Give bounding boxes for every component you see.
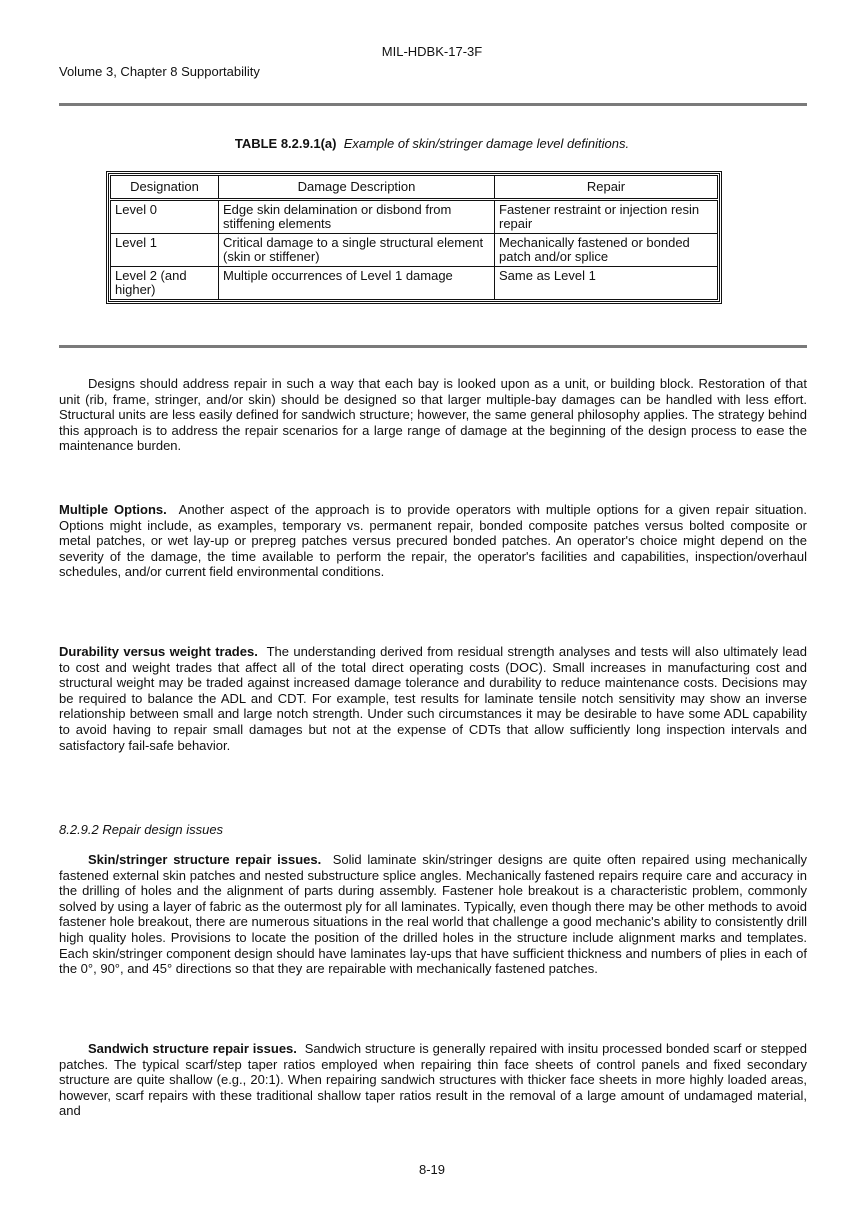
table-caption: Example of skin/stringer damage level definitions. <box>343 136 630 151</box>
top-divider <box>59 103 807 106</box>
table-row <box>111 200 718 234</box>
table-label: TABLE 8.2.9.1(a) <box>234 136 337 151</box>
page-number: 8-19 <box>418 1162 446 1177</box>
table-cell: Critical damage to a single structural element (skin or stiffener) <box>219 234 495 267</box>
table-title <box>0 136 864 151</box>
paragraph-text: The understanding derived from residual strength analyses and tests will also ultimately lead to cost and weight trades that affect all of the total direct operating costs (DOC). Small increases in manufacturing cost and structural weight may be traded against increased damage tolerance and durability to reduce maintenance costs. Decisions may be required to balance the ADL and CDT. For example, test results for laminate tensile notch sensitivity may show an inverse relationship between small and large notch strength. Under such circumstances it may be desirable to have some ADL capability to avoid having to repair small damages but not at the expense of CDTs that allow sufficiently long inspection intervals and satisfactory fail-safe behavior. <box>59 644 807 753</box>
paragraph-lead: Durability versus weight trades. <box>59 644 258 659</box>
paragraph-lead: Skin/stringer structure repair issues. <box>88 852 322 867</box>
table-cell: Mechanically fastened or bonded patch and/or splice <box>495 234 718 267</box>
paragraph-text: Solid laminate skin/stringer designs are quite often repaired using mechanically fastened external skin patches and nested substructure splice angles. Mechanically fastened repairs require care and accuracy in the drilling of holes and the alignment of parts during assembly. Fastener hole breakout is a characteristic problem, commonly solved by using a layer of fabric as the outermost ply for all laminates. Typically, even though there may be other methods to avoid fastener hole breakout, there are numerous situations in the real world that challenge a good mechanic's ability to consistently drill high quality holes. Provisions to locate the position of the drilled holes in the structure include alignment marks and templates. Each skin/stringer component design should have laminates lay-ups that have sufficient thickness and numbers of plies in each of the 0°, 90°, and 45° directions so that they are repairable with mechanically fastened patches. <box>59 852 807 977</box>
paragraph-repair-design: Designs should address repair in such a way that each bay is looked upon as a unit, or building block. Restoration of that unit (rib, frame, stringer, and/or skin) should be designed so that larger multiple-bay damages can be handled with less effort. Structural units are less easily defined for sandwich structure; however, the same general philosophy applies. The strategy behind this approach is to address the repair scenarios for a large range of damage at the beginning of the design process to ease the maintenance burden. <box>59 376 807 454</box>
paragraph-lead: Multiple Options. <box>59 502 167 517</box>
column-header: Damage Description <box>219 176 495 200</box>
paragraph-sandwich <box>59 1041 807 1119</box>
bottom-divider <box>59 345 807 348</box>
table-cell: Level 1 <box>111 234 219 267</box>
table-cell: Edge skin delamination or disbond from stiffening elements <box>219 200 495 234</box>
table-row <box>111 234 718 267</box>
paragraph-lead: Sandwich structure repair issues. <box>88 1041 297 1056</box>
section-header: Volume 3, Chapter 8 Supportability <box>59 64 260 79</box>
damage-level-table <box>106 171 722 304</box>
table-cell: Level 2 (and higher) <box>111 267 219 300</box>
body-text <box>59 376 807 454</box>
column-header: Designation <box>111 176 219 200</box>
paragraph-text: Another aspect of the approach is to provide operators with multiple options for a given repair situation. Options might include, as examples, temporary vs. permanent repair, bonded composite patches versus bolted composite or metal patches, or wet lay-up or prepreg patches versus precured bonded patches. An operator's choice might depend on the severity of the damage, the time available to perform the repair, the operator's facilities and capabilities, inspection/overhaul schedules, and/or current field environmental conditions. <box>59 502 807 580</box>
table-cell: Level 0 <box>111 200 219 234</box>
paragraph-skin-stringer <box>59 852 807 977</box>
paragraph-text: Sandwich structure is generally repaired with insitu processed bonded scarf or stepped patches. The typical scarf/step taper ratios employed when repairing thin face sheets of control panels and fixed secondary structure are quite shallow (e.g., 20:1). When repairing sandwich structures with thicker face sheets in more highly loaded areas, however, scarf repairs with these traditional shallow taper ratios result in the removal of a large amount of undamaged material, and <box>59 1041 808 1119</box>
paragraph-multiple-options <box>59 502 807 580</box>
document-id: MIL-HDBK-17-3F <box>381 44 483 59</box>
table-row <box>111 267 718 300</box>
paragraph-durability <box>59 644 807 753</box>
table-cell: Fastener restraint or injection resin repair <box>495 200 718 234</box>
table-header-row <box>111 176 718 200</box>
table-cell: Same as Level 1 <box>495 267 718 300</box>
column-header: Repair <box>495 176 718 200</box>
section-heading: 8.2.9.2 Repair design issues <box>59 822 224 837</box>
table-cell: Multiple occurrences of Level 1 damage <box>219 267 495 300</box>
